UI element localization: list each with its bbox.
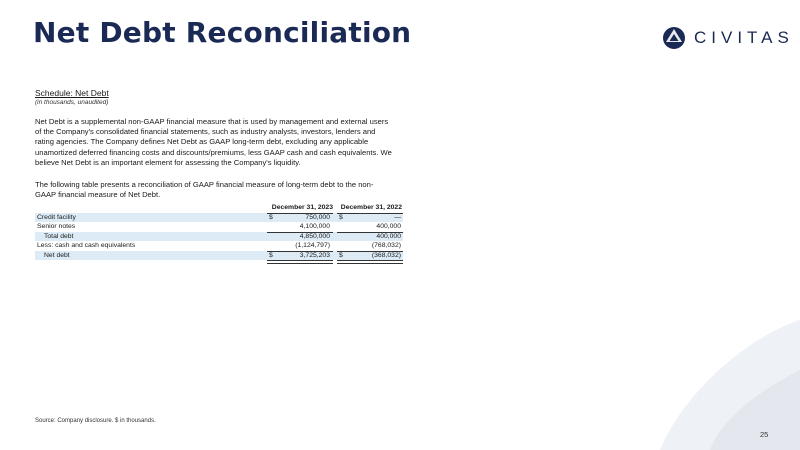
column-header-2022: December 31, 2022 (340, 204, 402, 211)
row-label: Less: cash and cash equivalents (37, 242, 136, 249)
value-2023: 750,000 (305, 213, 330, 221)
schedule-title: Schedule: Net Debt (35, 88, 109, 98)
value-2022: — (394, 213, 401, 221)
total-double-rule (267, 260, 333, 264)
row-label: Net debt (44, 251, 70, 259)
table-row (35, 213, 403, 223)
company-logo (662, 24, 794, 52)
row-label: Total debt (44, 232, 74, 240)
source-note: Source: Company disclosure. $ in thousands. (35, 418, 156, 424)
row-label: Credit facility (37, 213, 76, 221)
table-row (35, 222, 403, 232)
civitas-logo-icon (662, 26, 686, 50)
subtotal-rule (337, 251, 403, 252)
currency-symbol: $ (269, 213, 273, 221)
value-2022: 400,000 (376, 223, 401, 230)
logo-text: CIVITAS (694, 28, 794, 47)
table-header-row (35, 203, 403, 213)
net-debt-definition: Net Debt is a supplemental non-GAAP financial measure that is used by management and external users of the Company's consolidated financial statements, such as industry analysts, investors, lenders and rating agencies. The Company defines Net Debt as GAAP long-term debt, excluding any applicable unamortized deferred financing costs and discounts/premiums, less GAAP cash and cash equivalents. We believe Net Debt is an important element for assessing the Company's liquidity. (35, 117, 392, 167)
table-row (35, 241, 403, 251)
value-2023: 4,100,000 (299, 223, 330, 230)
table-row (35, 232, 403, 242)
currency-symbol: $ (339, 251, 343, 259)
value-2022: (368,032) (371, 251, 401, 259)
value-2023: 3,725,203 (299, 251, 330, 259)
table-row (35, 251, 403, 261)
schedule-subtitle: (in thousands, unaudited) (35, 99, 109, 106)
value-2022: (768,032) (371, 242, 401, 249)
subtotal-rule (267, 251, 333, 252)
page-number: 25 (760, 430, 769, 439)
subtotal-rule (337, 232, 403, 233)
decorative-background-shape (620, 300, 800, 450)
row-label: Senior notes (37, 223, 76, 230)
header-underline (337, 213, 403, 214)
net-debt-table (35, 203, 403, 260)
header-underline (267, 213, 333, 214)
total-double-rule (337, 260, 403, 264)
currency-symbol: $ (269, 251, 273, 259)
value-2023: (1,124,797) (295, 242, 330, 249)
page-title: Net Debt Reconciliation (33, 16, 412, 49)
column-header-2023: December 31, 2023 (271, 204, 333, 211)
subtotal-rule (267, 232, 333, 233)
currency-symbol: $ (339, 213, 343, 221)
value-2022: 400,000 (376, 232, 401, 240)
table-intro: The following table presents a reconciliation of GAAP financial measure of long-term debt to the non-GAAP financial measure of Net Debt. (35, 180, 374, 200)
value-2023: 4,850,000 (299, 232, 330, 240)
